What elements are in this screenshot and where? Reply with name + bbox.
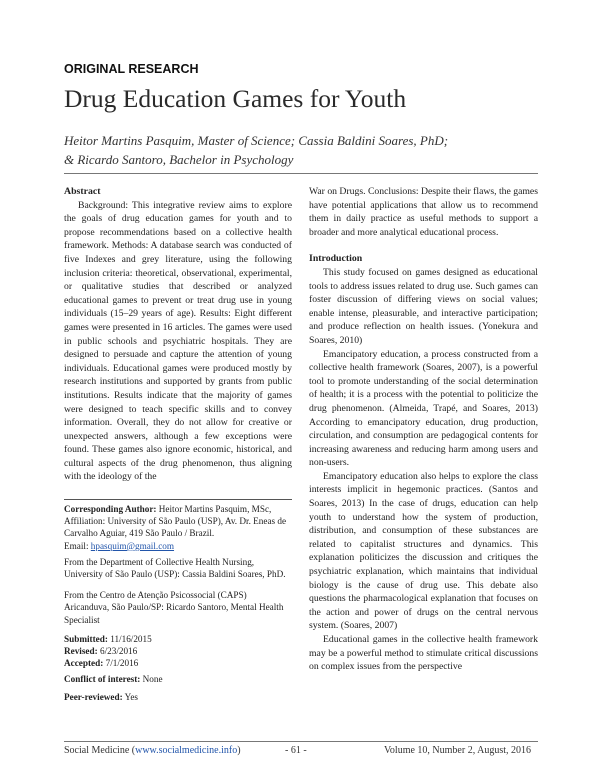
header-divider — [64, 173, 538, 174]
intro-paragraph-4: Educational games in the collective health framework may be a powerful method to stimulate critical discussions on complex issues from the perspective — [309, 634, 538, 673]
page-number: - 61 - — [285, 745, 307, 756]
journal-url-link[interactable]: www.socialmedicine.info — [135, 745, 238, 756]
abstract-body: Background: This integrative review aims to explore the goals of drug education games for youth and to propose recommendations based on a collective health framework. Methods: A database search was conducted of five Indexes and grey literature, using the following inclusion criteria: theoretical, observational, experimental, or qualitative studies that described or analyzed educational games to prevent or treat drug use in young individuals (15–29 years of age). Results: Eight different games were presented in 16 articles. The games were used in public schools and psychiatric hospitals. They are designed to persuade and capture the attention of young individuals. Educational games were produced mostly by research institutions and supported by grants from public institutions. Results indicate that the majority of games were designed to teach specific skills and to convey information. Overall, they do not allow for creative or unexpected answers, although a few exceptions were found. These games also ignore economic, historical, and cultural aspects of the drug phenomenon, thus aligning with the ideology of the — [64, 199, 292, 483]
left-column — [64, 185, 292, 484]
corresponding-author: Corresponding Author: Heitor Martins Pasquim, MSc, Affiliation: University of São Paulo (USP), Av. Dr. Eneas de Carvalho Aguiar, 419 São Paulo / Brazil. Email: hpasquim@gmail.com — [64, 504, 287, 551]
accepted-date: Accepted: 7/1/2016 — [64, 658, 139, 669]
conflict-of-interest: Conflict of interest: None — [64, 674, 163, 685]
peer-reviewed: Peer-reviewed: Yes — [64, 691, 138, 702]
intro-paragraph-1: This study focused on games designed as educational tools to address issues related to drug use. Such games can foster discussion of differing views on social values; enable intense, pleasurable, and interactive participation; and produce reflection on health issues. (Yonekura and Soares, 2010) — [309, 266, 538, 346]
abstract-continuation: War on Drugs. Conclusions: Despite their flaws, the games have potential applications that allow us to recommend them in daily practice as useful methods to support a broader and more analytical educational process. — [309, 186, 538, 238]
introduction-heading: Introduction — [309, 253, 363, 265]
affiliation-soares: From the Department of Collective Health Nursing, University of São Paulo (USP): Cassia Baldini Soares, PhD. — [64, 556, 286, 580]
section-label: ORIGINAL RESEARCH — [64, 62, 199, 76]
article-title: Drug Education Games for Youth — [64, 84, 407, 113]
revised-date: Revised: 6/23/2016 — [64, 646, 138, 657]
email-link[interactable]: hpasquim@gmail.com — [90, 540, 175, 551]
volume-info: Volume 10, Number 2, August, 2016 — [384, 745, 532, 756]
submitted-date: Submitted: 11/16/2015 — [64, 633, 152, 644]
affiliation-santoro: From the Centro de Atenção Psicossocial (CAPS) Aricanduva, São Paulo/SP: Ricardo Santoro, Mental Health Specialist — [64, 590, 284, 625]
intro-paragraph-3: Emancipatory education also helps to explore the class interests implicit in hegemonic practices. (Santos and Soares, 2013) In the case of drugs, education can help youth to understand how the system of production, distribution, and consumption of these substances are related to capitalist structures and dynamics. This explanation politicizes the discussion and critiques the psychiatric explanation, which maintains that individual biology is the cause of drug use. This debate also questions the pharmacological explanation that focuses on the action and power of drugs on the central nervous system. (Soares, 2007) — [309, 470, 538, 632]
footer-divider — [64, 741, 538, 742]
author-list — [64, 131, 534, 169]
authors-line-1: Heitor Martins Pasquim, Master of Science; Cassia Baldini Soares, PhD; — [64, 133, 449, 148]
authors-line-2: & Ricardo Santoro, Bachelor in Psychology — [64, 152, 294, 167]
abstract-heading: Abstract — [64, 186, 101, 197]
article-metadata — [64, 503, 292, 703]
right-column — [309, 185, 538, 674]
footnote-divider — [64, 499, 292, 500]
footer-journal: Social Medicine (www.socialmedicine.info) — [64, 745, 241, 756]
intro-paragraph-2: Emancipatory education, a process constructed from a collective health framework (Soares, 2007), is a powerful tool to promote understanding of the social determination of health; it is a process with the potential to politicize the drug phenomenon. (Almeida, Trapé, and Soares, 2013) According to emancipatory education, drug production, circulation, and consumption are pedagogical contents for increasing awareness and reducing harm among users and non-users. — [309, 348, 538, 469]
